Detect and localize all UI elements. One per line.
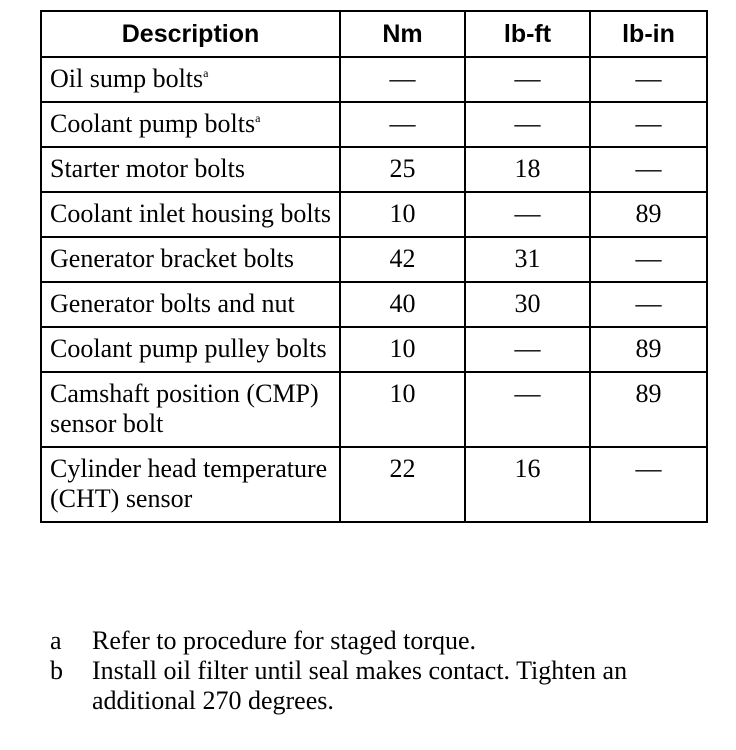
table-row	[41, 147, 707, 192]
nm-cell: 10	[340, 192, 465, 237]
footnotes	[50, 626, 730, 716]
nm-cell: 10	[340, 327, 465, 372]
table-header-row	[41, 11, 707, 57]
table-row	[41, 447, 707, 522]
nm-cell: —	[340, 102, 465, 147]
footnote-marker: a	[50, 626, 62, 655]
column-header-lb-ft: lb-ft	[465, 11, 590, 57]
footnote-text: Install oil filter until seal makes contact. Tighten an additional 270 degrees.	[92, 656, 628, 715]
description-text: Oil sump bolts	[50, 64, 204, 93]
nm-cell: 25	[340, 147, 465, 192]
table-row	[41, 192, 707, 237]
footnote-marker: a	[255, 111, 261, 125]
lb-ft-cell: 18	[465, 147, 590, 192]
table-row	[41, 327, 707, 372]
table-row	[41, 282, 707, 327]
lb-ft-cell: —	[465, 102, 590, 147]
nm-cell: —	[340, 57, 465, 102]
description-cell: Coolant inlet housing bolts	[41, 192, 340, 237]
description-text: Coolant pump bolts	[50, 109, 256, 138]
lb-ft-cell: —	[465, 57, 590, 102]
lb-ft-cell: 16	[465, 447, 590, 522]
lb-in-cell: 89	[590, 372, 707, 447]
footnote-text: Refer to procedure for staged torque.	[92, 626, 477, 655]
lb-ft-cell: —	[465, 372, 590, 447]
footnote-marker: a	[203, 66, 209, 80]
lb-in-cell: 89	[590, 327, 707, 372]
lb-in-cell: —	[590, 57, 707, 102]
table-row	[41, 372, 707, 447]
footnote-a	[50, 626, 730, 656]
description-cell	[41, 102, 340, 147]
nm-cell: 22	[340, 447, 465, 522]
lb-ft-cell: —	[465, 327, 590, 372]
table-row	[41, 102, 707, 147]
nm-cell: 40	[340, 282, 465, 327]
description-cell: Generator bracket bolts	[41, 237, 340, 282]
column-header-nm: Nm	[340, 11, 465, 57]
description-cell: Camshaft position (CMP) sensor bolt	[41, 372, 340, 447]
nm-cell: 42	[340, 237, 465, 282]
footnote-marker: b	[50, 656, 63, 685]
lb-ft-cell: 31	[465, 237, 590, 282]
column-header-lb-in: lb-in	[590, 11, 707, 57]
lb-in-cell: 89	[590, 192, 707, 237]
lb-in-cell: —	[590, 282, 707, 327]
lb-in-cell: —	[590, 147, 707, 192]
table-row	[41, 57, 707, 102]
lb-in-cell: —	[590, 447, 707, 522]
lb-ft-cell: 30	[465, 282, 590, 327]
nm-cell: 10	[340, 372, 465, 447]
description-cell	[41, 57, 340, 102]
description-cell: Generator bolts and nut	[41, 282, 340, 327]
table-row	[41, 237, 707, 282]
torque-spec-table	[40, 10, 708, 523]
footnote-b	[50, 656, 730, 716]
column-header-description: Description	[41, 11, 340, 57]
description-cell: Starter motor bolts	[41, 147, 340, 192]
description-cell: Cylinder head temperature (CHT) sensor	[41, 447, 340, 522]
description-cell: Coolant pump pulley bolts	[41, 327, 340, 372]
lb-ft-cell: —	[465, 192, 590, 237]
lb-in-cell: —	[590, 237, 707, 282]
lb-in-cell: —	[590, 102, 707, 147]
